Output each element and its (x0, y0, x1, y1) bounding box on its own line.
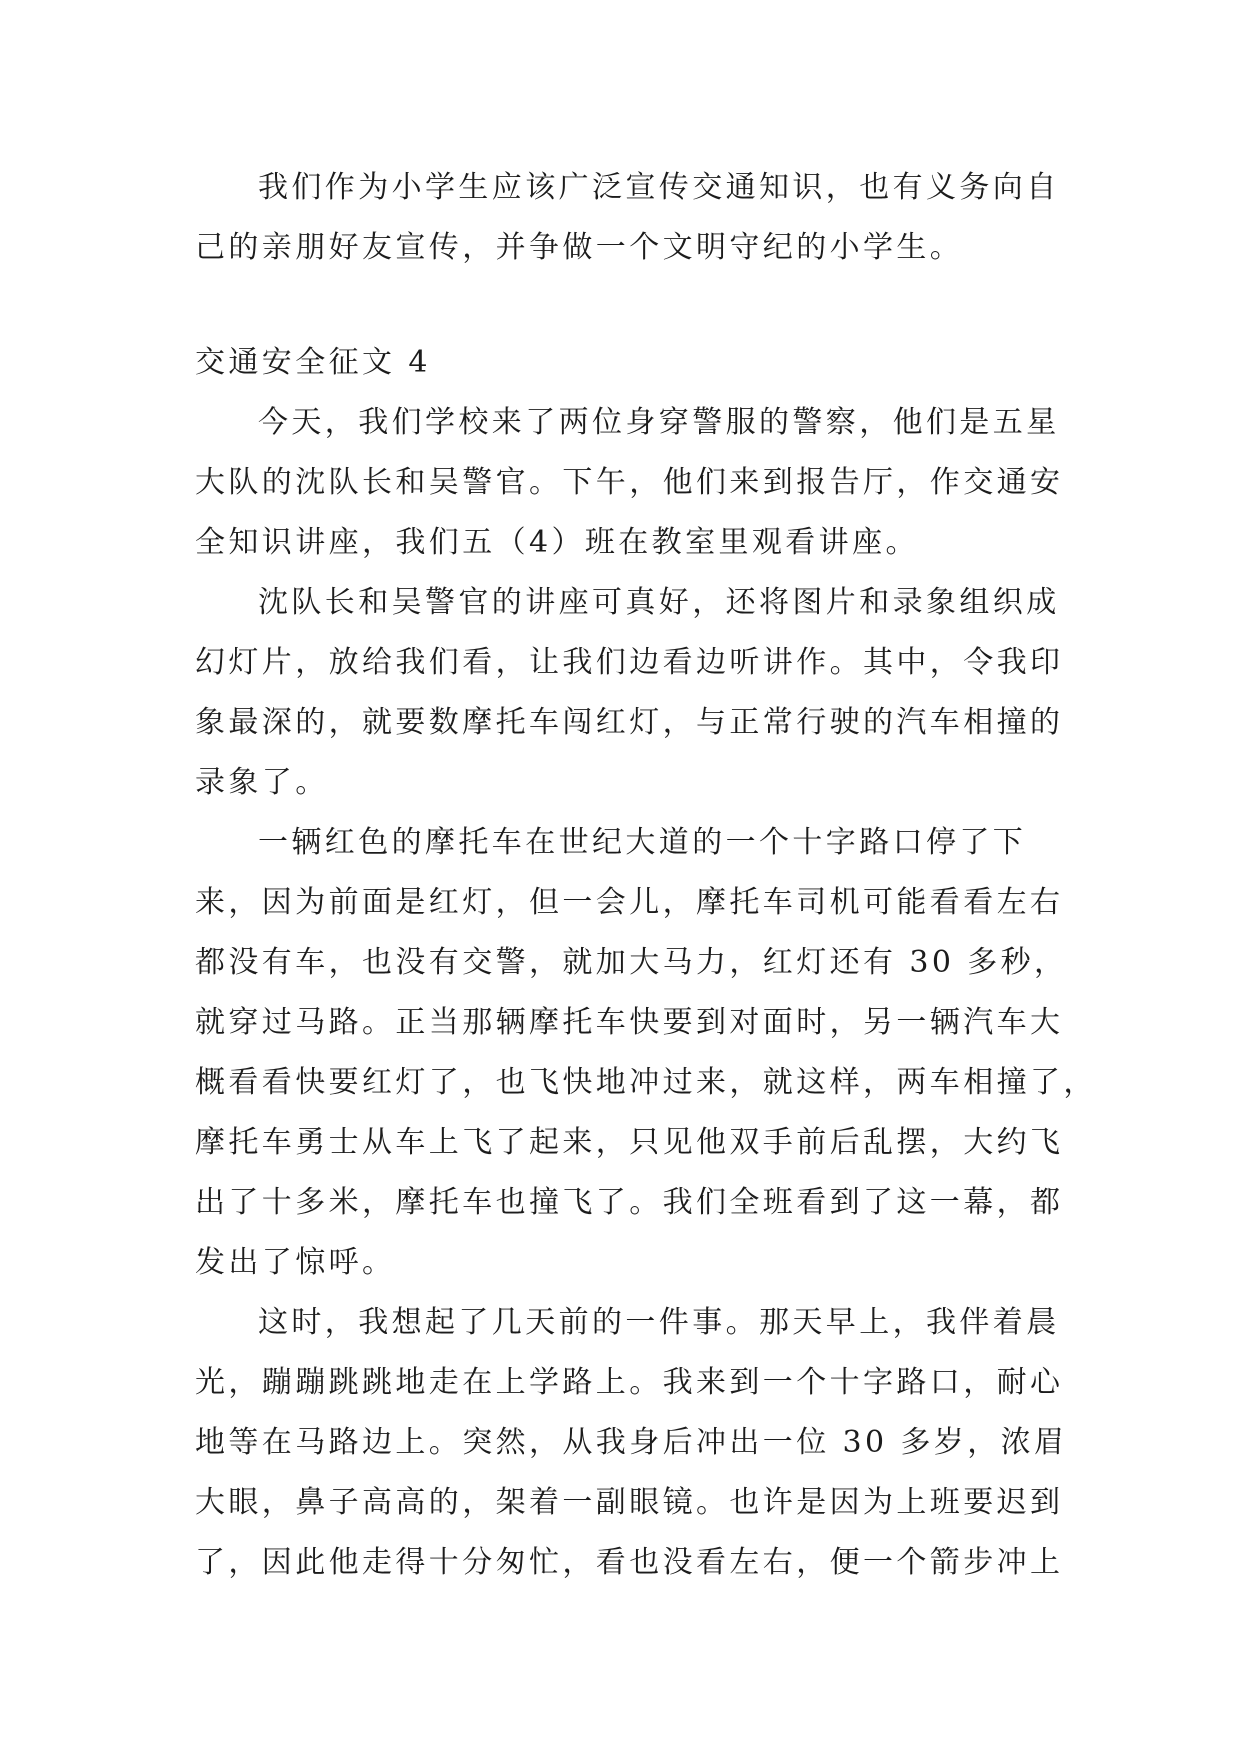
paragraph-line: 大队的沈队长和吴警官。下午，他们来到报告厅，作交通安 (195, 465, 1064, 500)
paragraph-line: 大眼，鼻子高高的，架着一副眼镜。也许是因为上班要迟到 (195, 1485, 1064, 1520)
paragraph-line: 摩托车勇士从车上飞了起来，只见他双手前后乱摆，大约飞 (195, 1125, 1064, 1160)
intro-line: 己的亲朋好友宣传，并争做一个文明守纪的小学生。 (195, 230, 964, 265)
paragraph-line: 了，因此他走得十分匆忙，看也没看左右，便一个箭步冲上 (195, 1545, 1064, 1580)
paragraph-line: 地等在马路边上。突然，从我身后冲出一位 30 多岁，浓眉 (195, 1425, 1068, 1460)
paragraph-line: 来，因为前面是红灯，但一会儿，摩托车司机可能看看左右 (195, 885, 1064, 920)
paragraph-line: 一辆红色的摩托车在世纪大道的一个十字路口停了下 (258, 825, 1027, 860)
intro-line: 我们作为小学生应该广泛宣传交通知识，也有义务向自 (258, 170, 1060, 205)
section-title: 交通安全征文 4 (195, 345, 431, 380)
paragraph-line: 录象了。 (195, 765, 329, 800)
paragraph-line: 今天，我们学校来了两位身穿警服的警察，他们是五星 (258, 405, 1060, 440)
paragraph-line: 概看看快要红灯了，也飞快地冲过来，就这样，两车相撞了， (195, 1065, 1097, 1100)
paragraph-line: 全知识讲座，我们五（4）班在教室里观看讲座。 (195, 525, 919, 560)
paragraph-line: 象最深的，就要数摩托车闯红灯，与正常行驶的汽车相撞的 (195, 705, 1064, 740)
paragraph-line: 都没有车，也没有交警，就加大马力，红灯还有 30 多秒， (195, 945, 1068, 980)
paragraph-line: 发出了惊呼。 (195, 1245, 396, 1280)
paragraph-line: 幻灯片，放给我们看，让我们边看边听讲作。其中，令我印 (195, 645, 1064, 680)
paragraph-line: 就穿过马路。正当那辆摩托车快要到对面时，另一辆汽车大 (195, 1005, 1064, 1040)
paragraph-line: 光，蹦蹦跳跳地走在上学路上。我来到一个十字路口，耐心 (195, 1365, 1064, 1400)
paragraph-line: 出了十多米，摩托车也撞飞了。我们全班看到了这一幕，都 (195, 1185, 1064, 1220)
paragraph-line: 这时，我想起了几天前的一件事。那天早上，我伴着晨 (258, 1305, 1060, 1340)
paragraph-line: 沈队长和吴警官的讲座可真好，还将图片和录象组织成 (258, 585, 1060, 620)
